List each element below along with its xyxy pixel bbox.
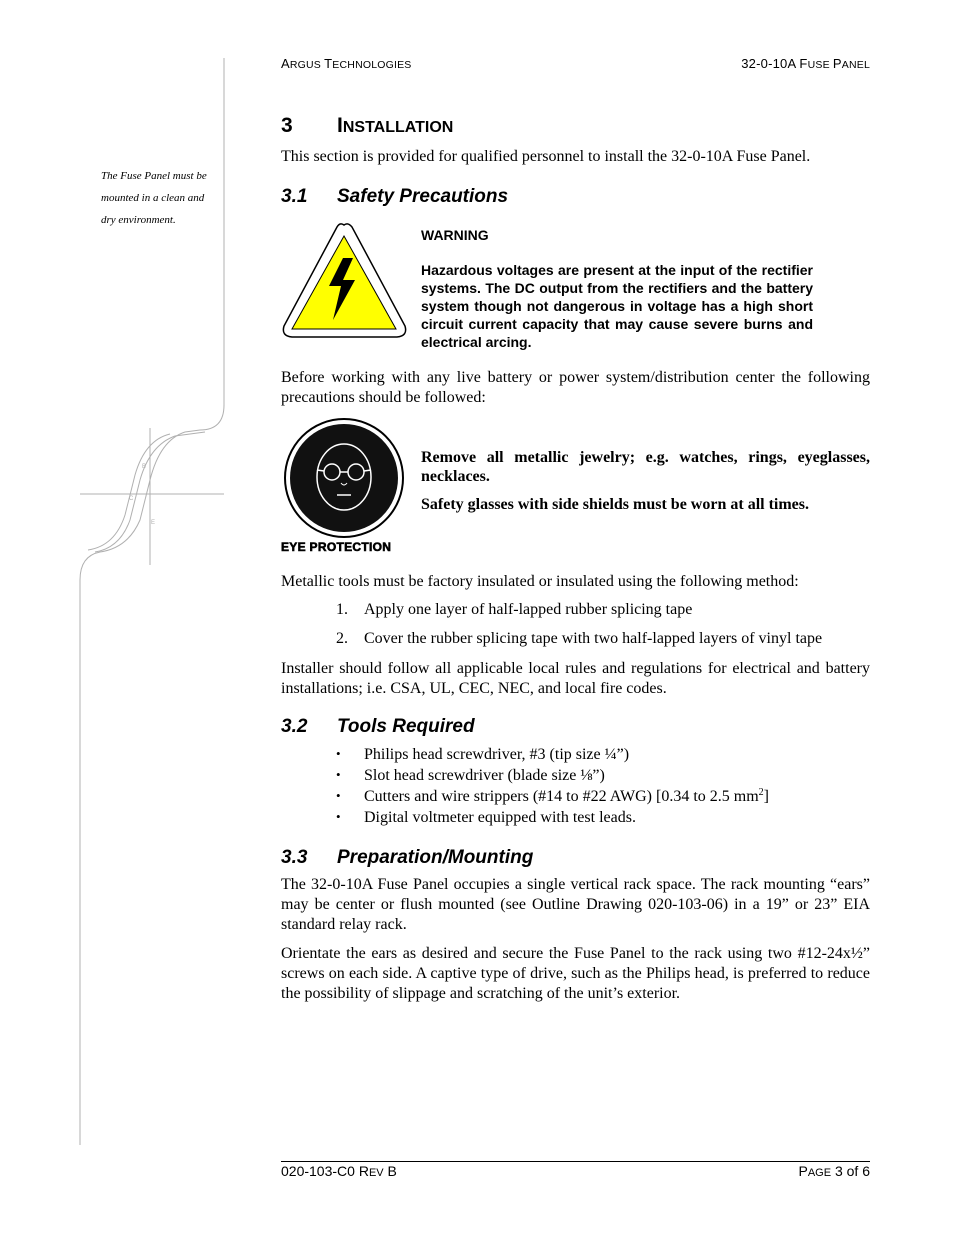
eye-protection-icon [283,417,405,539]
list-item: • Philips head screwdriver, #3 (tip size ¼”) [336,746,630,763]
svg-text:E: E [151,520,156,526]
svg-text:B: B [142,464,147,470]
glasses-instruction: Safety glasses with side shields must be worn at all times. [421,496,810,513]
list-item: • Slot head screwdriver (blade size ⅛”) [336,767,605,784]
section-3-intro: This section is provided for qualified personnel to install the 32-0-10A Fuse Panel. [281,148,811,165]
footer-rule [281,1161,870,1162]
eye-protection-label: EYE PROTECTION [281,540,392,554]
svg-text:C: C [129,496,134,502]
section-3-heading: 3 INSTALLATION [281,114,454,137]
high-voltage-warning-icon [281,222,408,340]
footer-page-number: PAGE 3 of 6 [798,1163,870,1179]
section-3-2-heading: 3.2 Tools Required [281,716,475,737]
list-item: 2. Cover the rubber splicing tape with two half-lapped layers of vinyl tape [336,630,823,647]
tools-list [336,746,769,830]
warning-text: Hazardous voltages are present at the input of the rectifier systems. The DC output from the rectifiers and the battery system though not dangerous in voltage has a high short circuit current capacity that may cause severe burns and electrical arcing. [421,262,813,350]
header-company: ARGUS TECHNOLOGIES [281,56,412,71]
mounting-paragraph-1: The 32-0-10A Fuse Panel occupies a single vertical rack space. The rack mounting “ears” may be center or flush mounted (see Outline Drawing 020-103-06) in a 19” or 23” EIA standard relay rack. [281,876,870,933]
metallic-tools-text: Metallic tools must be factory insulated or insulated using the following method: [281,573,799,590]
footer-doc-number: 020-103-C0 REV B [281,1163,397,1179]
section-3-1-heading: 3.1 Safety Precautions [281,186,509,207]
warning-title: WARNING [421,227,489,243]
list-item: 1. Apply one layer of half-lapped rubber splicing tape [336,601,693,618]
before-working-text: Before working with any live battery or power system/distribution center the following precautions should be followed: [281,369,870,406]
jewelry-instruction: Remove all metallic jewelry; e.g. watches, rings, eyeglasses, necklaces. [421,449,870,485]
header-product: 32-0-10A FUSE PANEL [741,56,870,71]
warning-box [421,226,813,351]
margin-note: The Fuse Panel must be mounted in a clean and dry environment. [101,170,207,226]
list-item: • Digital voltmeter equipped with test leads. [336,809,636,826]
mounting-paragraph-2: Orientate the ears as desired and secure the Fuse Panel to the rack using two #12-24x½” screws on each side. A captive type of drive, such as the Philips head, is preferred to reduce the possibility of slippage and scratching of the unit’s exterior. [281,945,870,1002]
section-3-3-heading: 3.3 Preparation/Mounting [281,847,534,868]
installer-text: Installer should follow all applicable local rules and regulations for electrical and battery installations; i.e. CSA, UL, CEC, NEC, and local fire codes. [281,660,870,697]
list-item: • Cutters and wire strippers (#14 to #22 AWG) [0.34 to 2.5 $mm^2$] [336,787,769,805]
insulation-steps [336,601,822,659]
